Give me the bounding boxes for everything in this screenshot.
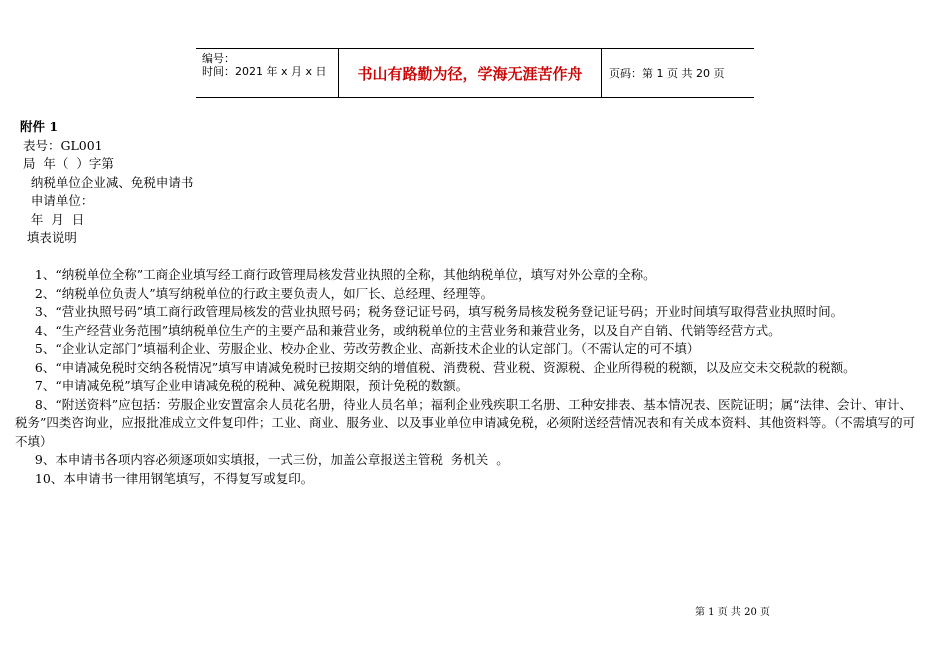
instruction-item: 6、“申请减免税时交纳各税情况”填写申请减免税时已按期交纳的增值税、消费税、营业税、资源税、企业所得税的税额，以及应交未交税款的税额。 <box>15 359 856 375</box>
instruction-item: 7、“申请减免税”填写企业申请减免税的税种、减免税期限，预计免税的数额。 <box>15 378 469 393</box>
date-line: 年 月 日 <box>15 211 85 227</box>
attachment-title: 附件 1 <box>20 119 59 134</box>
document-body <box>15 118 920 488</box>
bureau-line: 局 年（ ）字第 <box>15 156 114 171</box>
applicant-line: 申请单位： <box>15 193 94 208</box>
document-time-label: 时间：2021 年 x 月 x 日 <box>202 65 327 78</box>
instruction-item: 10、本申请书一律用钢笔填写，不得复写或复印。 <box>15 470 314 486</box>
instruction-item: 1、“纳税单位全称”工商企业填写经工商行政管理局核发营业执照的全称，其他纳税单位，填写对外公章的全称。 <box>15 267 656 282</box>
instruction-item: 9、本申请书各项内容必须逐项如实填报，一式三份，加盖公章报送主管税 务机关 。 <box>15 452 509 467</box>
form-number: 表号：GL001 <box>15 137 103 153</box>
instruction-item: 4、“生产经营业务范围”填纳税单位生产的主要产品和兼营业务，或纳税单位的主营业务和兼营业务，以及自产自销、代销等经营方式。 <box>15 322 781 338</box>
spacer <box>15 248 920 267</box>
instructions-title: 填表说明 <box>15 230 77 245</box>
header-info-cell <box>196 49 339 97</box>
header-page-number: 页码：第 1 页 共 20 页 <box>609 67 725 80</box>
instruction-item: 8、“附送资料”应包括：劳服企业安置富余人员花名册，待业人员名单；福利企业残疾职工名册、工种安排表、基本情况表、医院证明；属“法律、会计、审计、税务”四类咨询业，应报批准成立文件复印件；工业、商业、服务业、以及事业单位申请减免税，必须附送经营情况表和有关成本资料、其他资料等。（不需填写的可不填） <box>15 396 916 449</box>
document-number-label: 编号： <box>202 52 235 65</box>
header-motto: 书山有路勤为径，学海无涯苦作舟 <box>339 49 602 97</box>
header-table <box>196 48 754 98</box>
page-footer: 第 1 页 共 20 页 <box>695 607 770 618</box>
instruction-item: 2、“纳税单位负责人”填写纳税单位的行政主要负责人，如厂长、总经理、经理等。 <box>15 285 494 301</box>
document-title: 纳税单位企业减、免税申请书 <box>15 174 194 190</box>
instruction-item: 3、“营业执照号码”填工商行政管理局核发的营业执照号码；税务登记证号码，填写税务局核发税务登记证号码；开业时间填写取得营业执照时间。 <box>15 304 844 319</box>
instruction-item: 5、“企业认定部门”填福利企业、劳服企业、校办企业、劳改劳教企业、高新技术企业的认定部门。（不需认定的可不填） <box>15 341 700 356</box>
